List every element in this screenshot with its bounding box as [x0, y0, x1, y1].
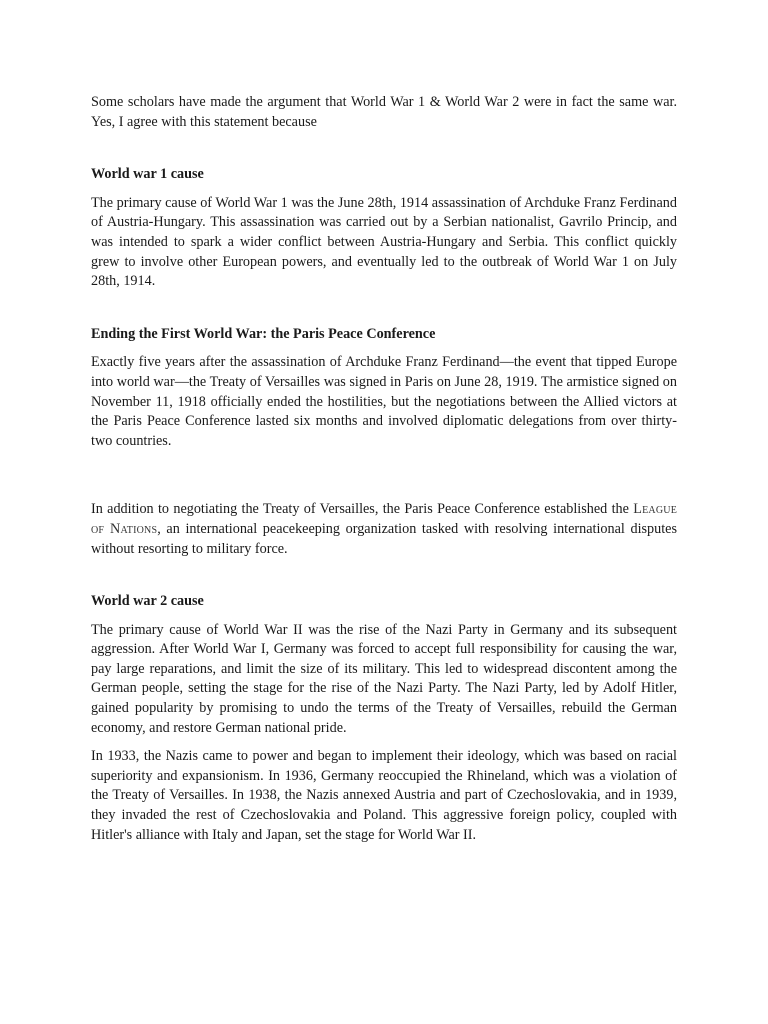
- league-text-after: , an international peacekeeping organization tasked with resolving international disputes without resorting to military force.: [91, 520, 677, 557]
- paragraph-ww2-cause: The primary cause of World War II was the rise of the Nazi Party in Germany and its subsequent aggression. After World War I, Germany was forced to accept full responsibility for causing the war, pay large reparations, and limit the size of its military. This led to widespread discontent among the German people, setting the stage for the rise of the Nazi Party. The Nazi Party, led by Adolf Hitler, gained popularity by promising to undo the terms of the Treaty of Versailles, rebuild the German economy, and restore German national pride.: [91, 621, 677, 736]
- league-text-before: In addition to negotiating the Treaty of Versailles, the Paris Peace Conference established the: [91, 501, 634, 518]
- league-of-nations-term: League of Nations: [91, 501, 677, 537]
- section-heading-paris-peace-conference: Ending the First World War: the Paris Peace Conference: [91, 325, 436, 342]
- section-heading-ww1-cause: World war 1 cause: [91, 166, 204, 183]
- paragraph-league-of-nations: [91, 500, 677, 559]
- paragraph-nazi-expansion: In 1933, the Nazis came to power and began to implement their ideology, which was based on racial superiority and expansionism. In 1936, Germany reoccupied the Rhineland, which was a violation of the Treaty of Versailles. In 1938, the Nazis annexed Austria and part of Czechoslovakia, and in 1939, they invaded the rest of Czechoslovakia and Poland. This aggressive foreign policy, coupled with Hitler's alliance with Italy and Japan, set the stage for World War II.: [91, 748, 677, 843]
- document-page: [91, 93, 677, 878]
- paragraph-ww1-cause: The primary cause of World War 1 was the June 28th, 1914 assassination of Archduke Franz Ferdinand of Austria-Hungary. This assassination was carried out by a Serbian nationalist, Gavrilo Princip, and was intended to spark a wider conflict between Austria-Hungary and Serbia. This conflict quickly grew to involve other European powers, and eventually led to the outbreak of World War 1 on July 28th, 1914.: [91, 194, 677, 290]
- section-heading-ww2-cause: World war 2 cause: [91, 593, 204, 610]
- intro-paragraph: Some scholars have made the argument that World War 1 & World War 2 were in fact the same war. Yes, I agree with this statement because: [91, 94, 677, 130]
- paragraph-treaty-of-versailles: Exactly five years after the assassination of Archduke Franz Ferdinand—the event that tipped Europe into world war—the Treaty of Versailles was signed in Paris on June 28, 1919. The armistice signed on November 11, 1918 officially ended the hostilities, but the negotiations between the Allied victors at the Paris Peace Conference lasted six months and involved diplomatic delegations from over thirty-two countries.: [91, 354, 677, 449]
